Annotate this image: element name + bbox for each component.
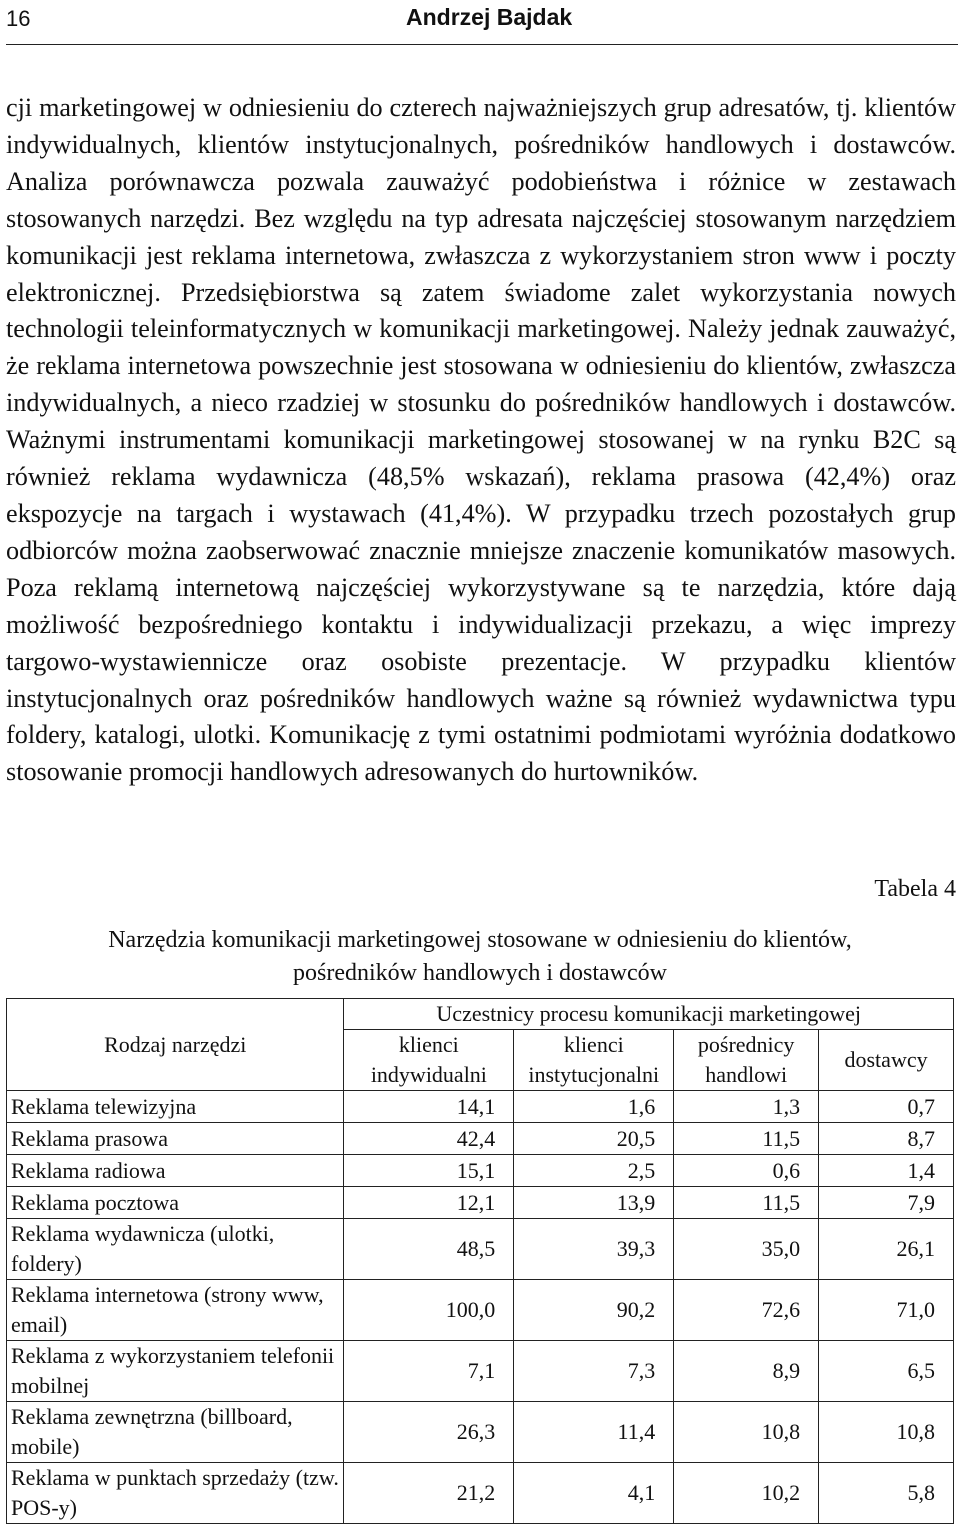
page-number: 16 xyxy=(6,6,31,31)
table-cell: 26,3 xyxy=(344,1402,514,1463)
table-cell: 48,5 xyxy=(344,1219,514,1280)
table-cell: 1,6 xyxy=(514,1091,674,1123)
table-row xyxy=(7,1341,954,1402)
table-cell: 20,5 xyxy=(514,1123,674,1155)
table-cell: 26,1 xyxy=(819,1219,954,1280)
table-cell: 4,1 xyxy=(514,1463,674,1524)
table-cell: 11,5 xyxy=(674,1123,819,1155)
row-label: Reklama internetowa (strony www, email) xyxy=(7,1280,344,1341)
table-cell: 12,1 xyxy=(344,1187,514,1219)
running-head-author: Andrzej Bajdak xyxy=(406,4,573,30)
table-cell: 0,6 xyxy=(674,1155,819,1187)
table-cell: 8,7 xyxy=(819,1123,954,1155)
table-cell: 10,8 xyxy=(674,1402,819,1463)
table-row xyxy=(7,1219,954,1280)
table-cell: 10,2 xyxy=(674,1463,819,1524)
table-cell: 71,0 xyxy=(819,1280,954,1341)
page-header xyxy=(6,0,958,45)
row-label: Reklama z wykorzystaniem telefonii mobilnej xyxy=(7,1341,344,1402)
table-cell: 13,9 xyxy=(514,1187,674,1219)
data-table xyxy=(6,998,954,1524)
table-cell: 1,3 xyxy=(674,1091,819,1123)
body-paragraph: cji marketingowej w odniesieniu do czterech najważniejszych grup adresatów, tj. klientów indywidualnych, klientów instytucjonalnych, pośredników handlowych i dostawców. Analiza porównawcza pozwala zauważyć podobieństwa i różnice w zestawach stosowanych narzędzi. Bez względu na typ adresata najczęściej stosowanym narzędziem komunikacji jest reklama internetowa, zwłaszcza z wykorzystaniem stron www i poczty elektronicznej. Przedsiębiorstwa są zatem świadome zalet wykorzystania nowych technologii teleinformatycznych w komunikacji marketingowej. Należy jednak zauważyć, że reklama internetowa powszechnie jest stosowana w odniesieniu do klientów, zwłaszcza indywidualnych, a nieco rzadziej w stosunku do pośredników handlowych i dostawców. Ważnymi instrumentami komunikacji marketingowej stosowanej w na rynku B2C są również reklama wydawnicza (48,5% wskazań), reklama prasowa (42,4%) oraz ekspozycje na targach i wystawach (41,4%). W przypadku trzech pozostałych grup odbiorców można zaobserwować znacznie mniejsze znaczenie komunikatów masowych. Poza reklamą internetową najczęściej wykorzystywane są te narzędzia, które dają możliwość bezpośredniego kontaktu i indywidualizacji przekazu, a więc imprezy targowo-wystawiennicze oraz osobiste prezentacje. W przypadku klientów instytucjonalnych oraz pośredników handlowych ważne są również wydawnictwa typu foldery, katalogi, ulotki. Komunikację z tymi ostatnimi podmiotami wyróżnia dodatkowo stosowanie promocji handlowych adresowanych do hurtowników. xyxy=(6,93,956,787)
table-cell: 90,2 xyxy=(514,1280,674,1341)
row-label: Reklama wydawnicza (ulotki, foldery) xyxy=(7,1219,344,1280)
table-row xyxy=(7,1280,954,1341)
table-label: Tabela 4 xyxy=(874,876,956,902)
column-header: klienci indywidualni xyxy=(344,1030,514,1091)
table-row xyxy=(7,1123,954,1155)
table-row xyxy=(7,1187,954,1219)
row-label: Reklama radiowa xyxy=(7,1155,344,1187)
table-cell: 72,6 xyxy=(674,1280,819,1341)
table-cell: 7,3 xyxy=(514,1341,674,1402)
table-cell: 35,0 xyxy=(674,1219,819,1280)
table-cell: 100,0 xyxy=(344,1280,514,1341)
table-body xyxy=(7,1091,954,1524)
table-cell: 11,4 xyxy=(514,1402,674,1463)
header-tool-type: Rodzaj narzędzi xyxy=(7,999,344,1091)
row-label: Reklama prasowa xyxy=(7,1123,344,1155)
table-cell: 7,9 xyxy=(819,1187,954,1219)
table-cell: 0,7 xyxy=(819,1091,954,1123)
table-cell: 10,8 xyxy=(819,1402,954,1463)
table-cell: 6,5 xyxy=(819,1341,954,1402)
table-title xyxy=(0,924,960,990)
table-row xyxy=(7,1463,954,1524)
table-cell: 1,4 xyxy=(819,1155,954,1187)
row-label: Reklama telewizyjna xyxy=(7,1091,344,1123)
column-header: klienci instytucjonalni xyxy=(514,1030,674,1091)
table-cell: 21,2 xyxy=(344,1463,514,1524)
table-cell: 2,5 xyxy=(514,1155,674,1187)
table-title-line: Narzędzia komunikacji marketingowej stosowane w odniesieniu do klientów, xyxy=(108,927,852,953)
table-row xyxy=(7,1402,954,1463)
table-cell: 8,9 xyxy=(674,1341,819,1402)
table-row xyxy=(7,1091,954,1123)
table-cell: 7,1 xyxy=(344,1341,514,1402)
table-cell: 39,3 xyxy=(514,1219,674,1280)
table-cell: 15,1 xyxy=(344,1155,514,1187)
row-label: Reklama zewnętrzna (billboard, mobile) xyxy=(7,1402,344,1463)
row-label: Reklama w punktach sprzedaży (tzw. POS-y) xyxy=(7,1463,344,1524)
table-cell: 5,8 xyxy=(819,1463,954,1524)
header-participants: Uczestnicy procesu komunikacji marketingowej xyxy=(344,999,954,1030)
table-cell: 42,4 xyxy=(344,1123,514,1155)
table-cell: 11,5 xyxy=(674,1187,819,1219)
table-cell: 14,1 xyxy=(344,1091,514,1123)
column-header: dostawcy xyxy=(819,1030,954,1091)
table-row xyxy=(7,1155,954,1187)
row-label: Reklama pocztowa xyxy=(7,1187,344,1219)
table-title-line: pośredników handlowych i dostawców xyxy=(293,960,667,986)
column-header: pośrednicy handlowi xyxy=(674,1030,819,1091)
